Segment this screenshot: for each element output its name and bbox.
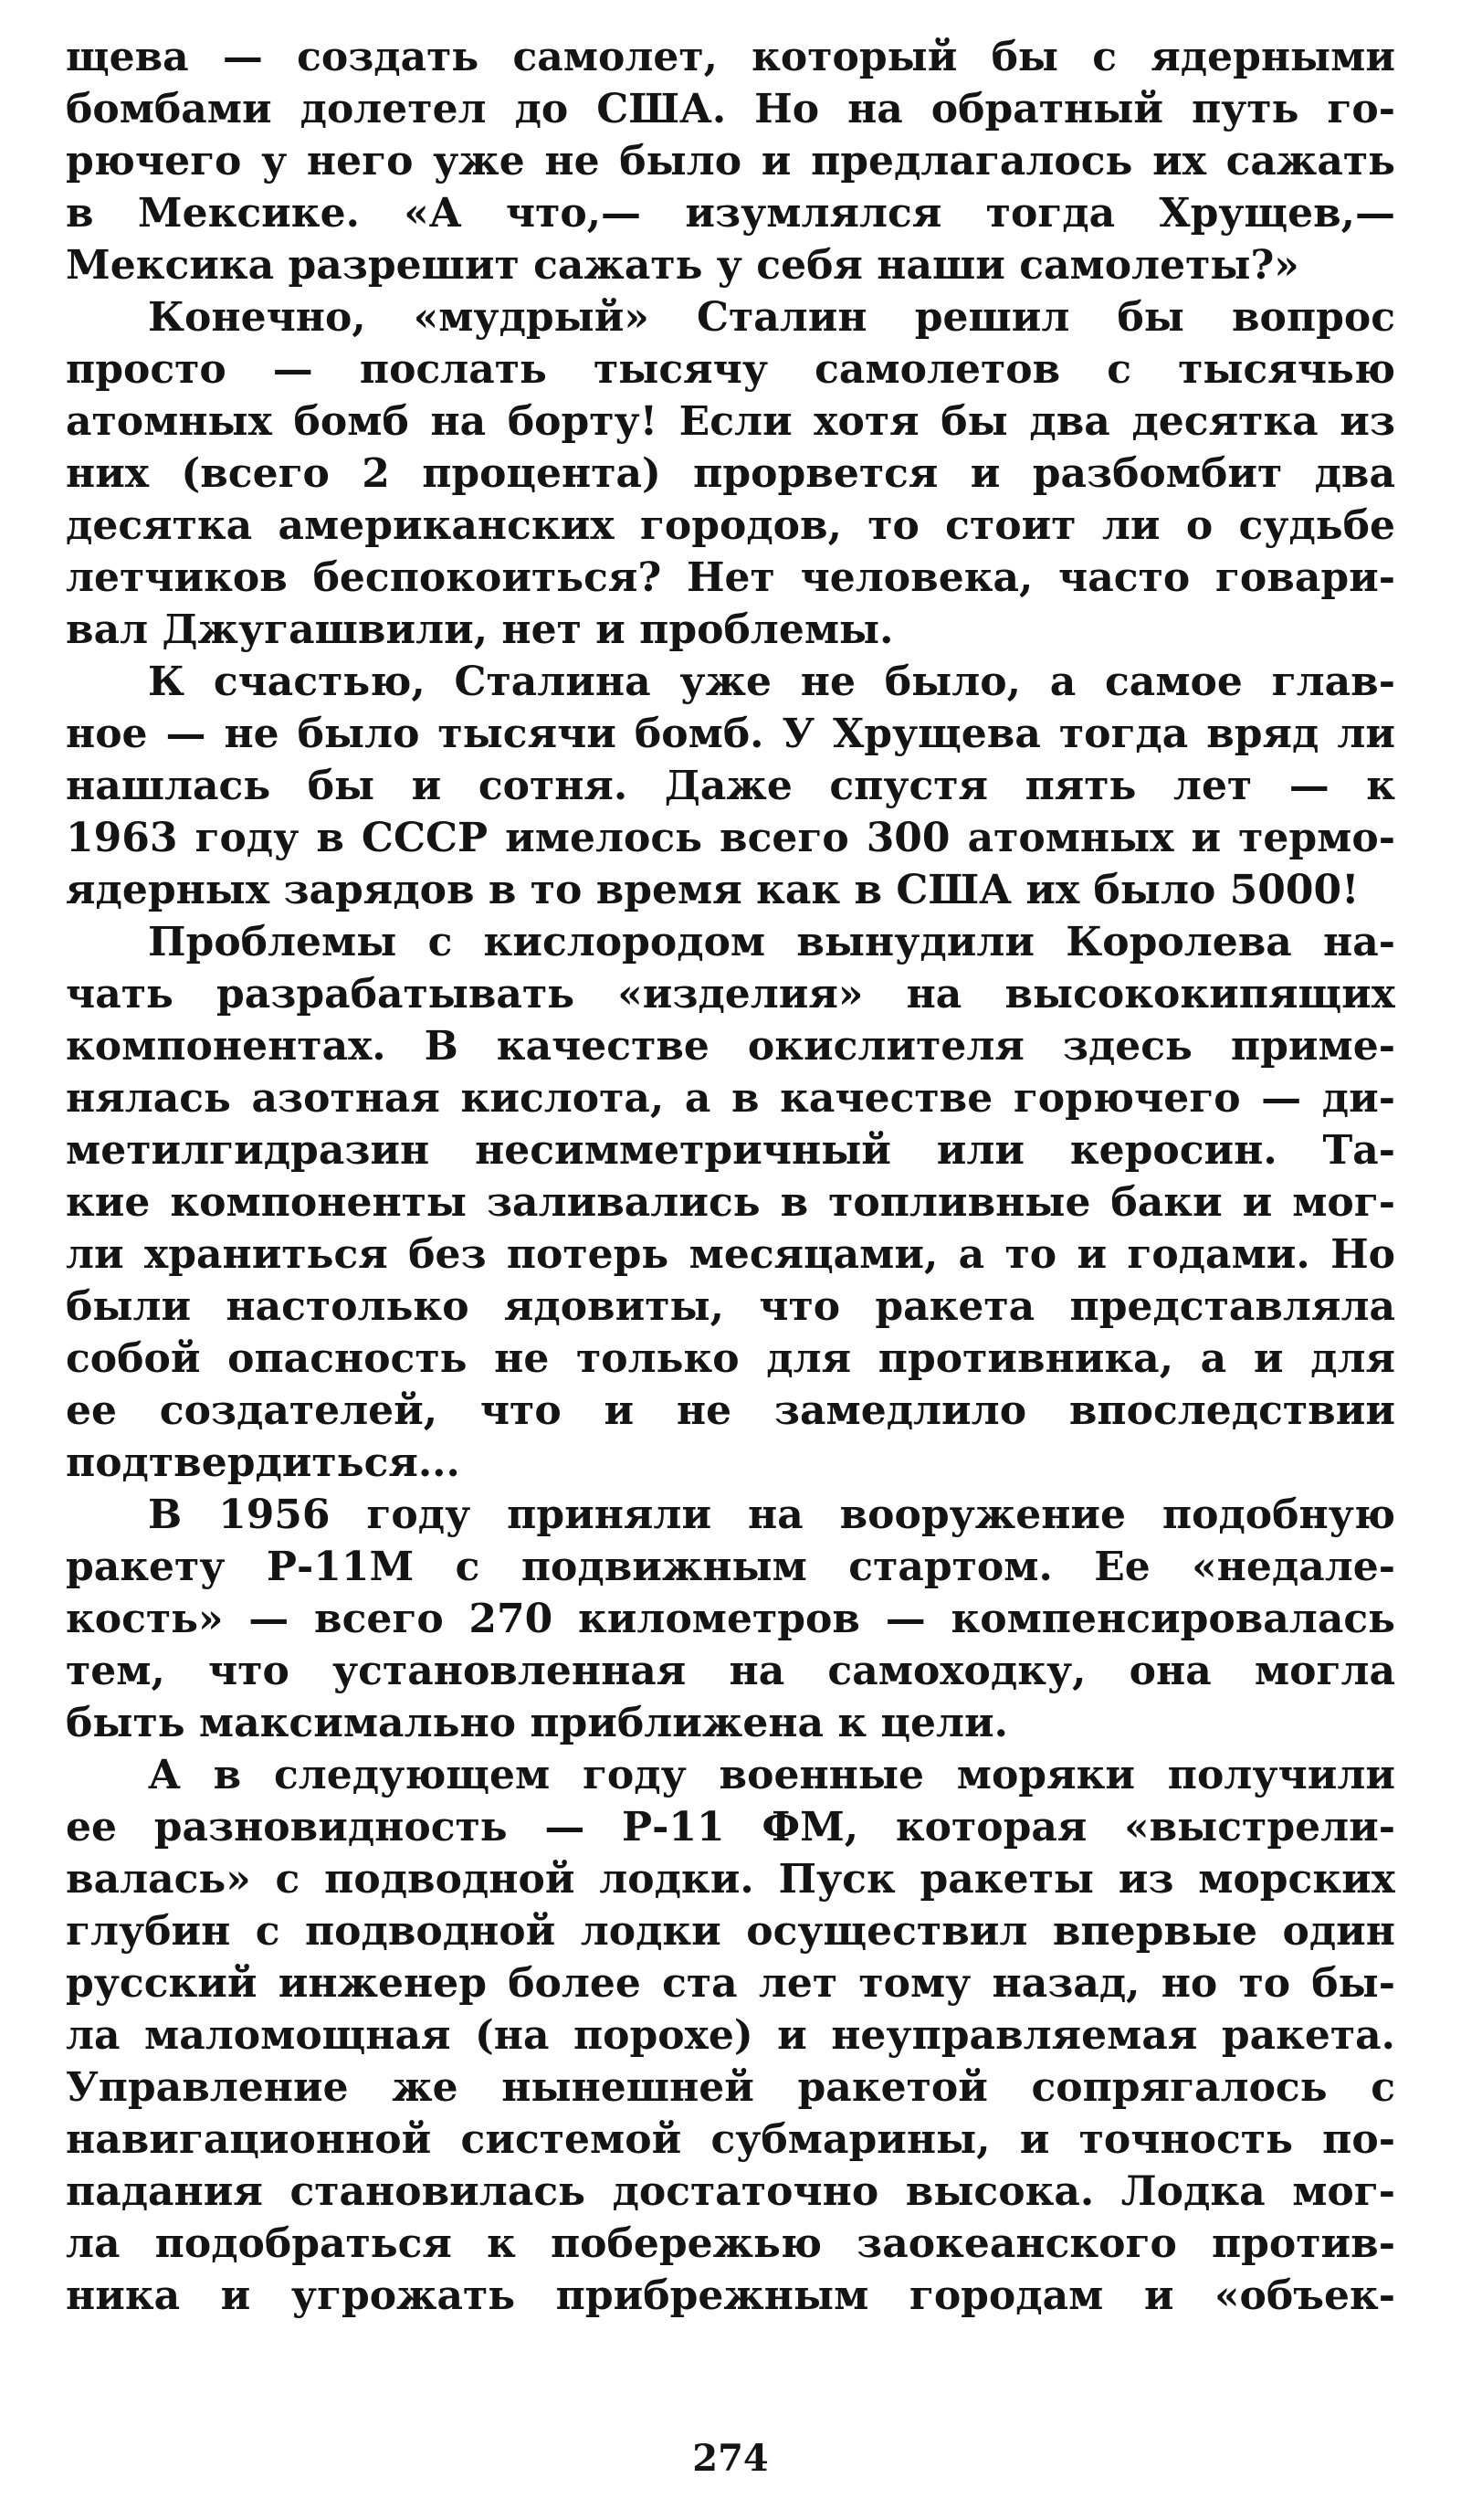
text-line: В 1956 году приняли на вооружение подобную xyxy=(148,1492,1395,1538)
text-line: атомных бомб на борту! Если хотя бы два десятка из xyxy=(66,398,1395,445)
text-line: рючего у него уже не было и предлагалось их сажать xyxy=(66,138,1395,185)
text-line: в Мексике. «А что,— изумлялся тогда Хрущев,— xyxy=(66,190,1395,237)
text-line: ядерных зарядов в то время как в США их было 5000! xyxy=(66,867,1360,913)
page-number: 274 xyxy=(692,2437,769,2480)
text-line: Конечно, «мудрый» Сталин решил бы вопрос xyxy=(148,294,1395,341)
paragraph xyxy=(66,916,1395,1489)
text-line: чать разрабатывать «изделия» на высококипящих xyxy=(66,971,1395,1017)
text-line: ла маломощная (на порохе) и неуправляемая ракета. xyxy=(66,2012,1395,2059)
text-line: собой опасность не только для противника, а и для xyxy=(66,1335,1395,1382)
text-line: русский инженер более ста лет тому назад, но то бы- xyxy=(66,1960,1395,2007)
text-line: них (всего 2 процента) прорвется и разбомбит два xyxy=(66,450,1395,497)
text-line: нашлась бы и сотня. Даже спустя пять лет — к xyxy=(66,763,1395,809)
text-line: падания становилась достаточно высока. Лодка мог- xyxy=(66,2168,1395,2215)
text-line: летчиков беспокоиться? Нет человека, часто говари- xyxy=(66,554,1395,601)
text-line: быть максимально приближена к цели. xyxy=(66,1700,1008,1746)
text-line: были настолько ядовиты, что ракета представляла xyxy=(66,1283,1395,1330)
text-line: ее создателей, что и не замедлило впоследствии xyxy=(66,1387,1395,1434)
paragraph xyxy=(66,1749,1395,2322)
paragraph xyxy=(66,1489,1395,1749)
text-line: десятка американских городов, то стоит ли о судьбе xyxy=(66,502,1395,549)
text-line: А в следующем году военные моряки получили xyxy=(148,1752,1395,1798)
text-line: ли храниться без потерь месяцами, а то и годами. Но xyxy=(66,1231,1395,1278)
text-line: метилгидразин несимметричный или керосин. Та- xyxy=(66,1127,1395,1174)
text-line: кость» — всего 270 километров — компенсировалась xyxy=(66,1596,1395,1642)
paragraph xyxy=(66,31,1395,291)
text-line: Проблемы с кислородом вынудили Королева на- xyxy=(148,919,1395,965)
text-line: подтвердиться... xyxy=(66,1439,460,1486)
text-line: навигационной системой субмарины, и точность по- xyxy=(66,2116,1395,2163)
paragraph xyxy=(66,656,1395,916)
text-line: бомбами долетел до США. Но на обратный путь го- xyxy=(66,86,1395,132)
text-line: ла подобраться к побережью заокеанского против- xyxy=(66,2220,1395,2267)
text-line: тем, что установленная на самоходку, она могла xyxy=(66,1648,1395,1694)
page-body xyxy=(66,31,1395,2322)
text-line: просто — послать тысячу самолетов с тысячью xyxy=(66,346,1395,393)
text-line: ника и угрожать прибрежным городам и «объек- xyxy=(66,2272,1395,2319)
text-line: Мексика разрешит сажать у себя наши самолеты?» xyxy=(66,242,1299,289)
text-line: щева — создать самолет, который бы с ядерными xyxy=(66,34,1395,80)
text-line: валась» с подводной лодки. Пуск ракеты из морских xyxy=(66,1856,1395,1903)
text-line: К счастью, Сталина уже не было, а самое глав- xyxy=(148,659,1395,705)
text-line: ее разновидность — Р-11 ФМ, которая «выстрели- xyxy=(66,1804,1395,1850)
text-line: нялась азотная кислота, а в качестве горючего — ди- xyxy=(66,1075,1395,1122)
text-line: Управление же нынешней ракетой сопрягалось с xyxy=(66,2064,1395,2111)
text-line: ракету Р-11М с подвижным стартом. Ее «недале- xyxy=(66,1544,1395,1590)
text-line: 1963 году в СССР имелось всего 300 атомных и термо- xyxy=(66,815,1395,861)
text-line: кие компоненты заливались в топливные баки и мог- xyxy=(66,1179,1395,1226)
text-line: глубин с подводной лодки осуществил впервые один xyxy=(66,1908,1395,1955)
text-line: вал Джугашвили, нет и проблемы. xyxy=(66,606,894,653)
paragraph xyxy=(66,291,1395,656)
text-line: компонентах. В качестве окислителя здесь приме- xyxy=(66,1023,1395,1070)
text-line: ное — не было тысячи бомб. У Хрущева тогда вряд ли xyxy=(66,711,1395,757)
